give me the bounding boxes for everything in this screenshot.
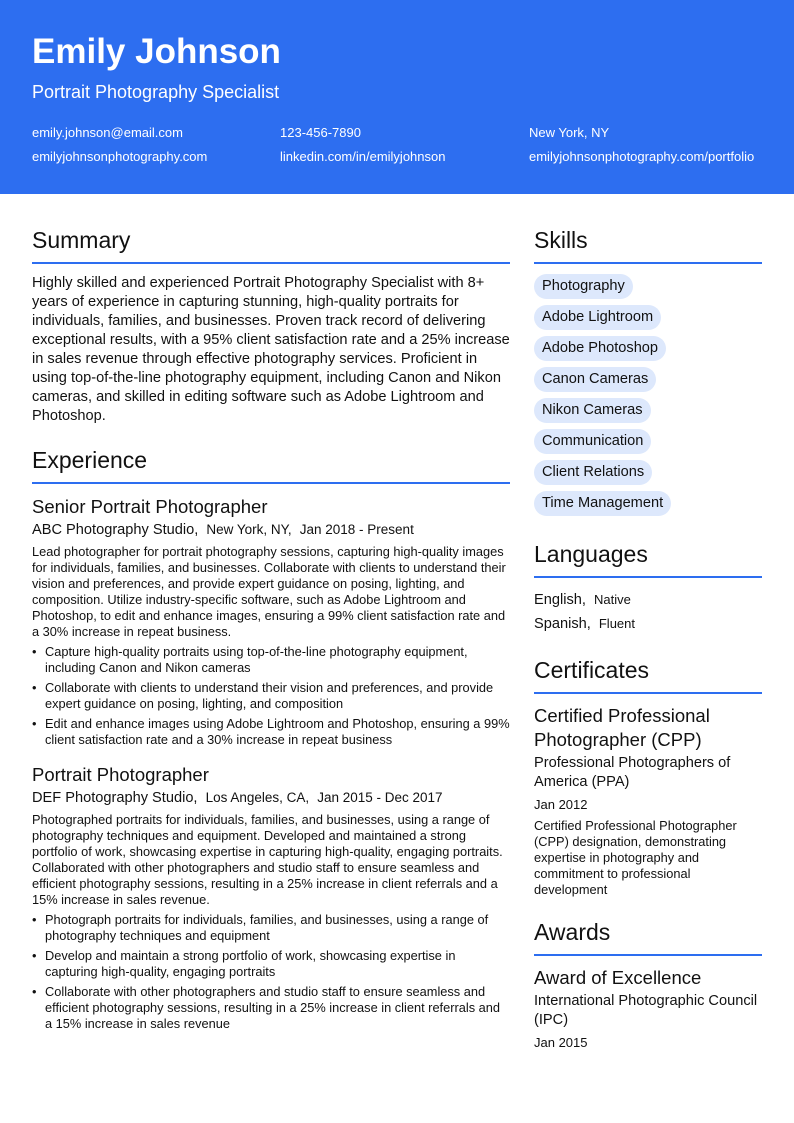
job-meta bbox=[32, 788, 510, 808]
location: New York, NY bbox=[529, 124, 610, 140]
left-column bbox=[32, 224, 510, 1046]
experience-item bbox=[32, 762, 510, 1032]
language-name: Spanish, bbox=[534, 616, 591, 632]
bullet-item: • Capture high-quality portraits using top-of-the-line photography equipment, including Canon and Nikon cameras bbox=[32, 644, 510, 676]
website-link[interactable]: emilyjohnsonphotography.com bbox=[32, 148, 208, 164]
phone-number: 123-456-7890 bbox=[280, 124, 361, 140]
skill-chip: Adobe Photoshop bbox=[534, 336, 666, 361]
job-bullets bbox=[32, 644, 510, 748]
job-dates: Jan 2018 - Present bbox=[299, 522, 414, 537]
job-title: Portrait Photographer bbox=[32, 764, 209, 785]
candidate-title: Portrait Photography Specialist bbox=[32, 82, 280, 102]
skill-chip: Adobe Lightroom bbox=[534, 305, 661, 330]
experience-item bbox=[32, 494, 510, 748]
job-dates: Jan 2015 - Dec 2017 bbox=[317, 790, 443, 805]
job-location: Los Angeles, CA, bbox=[205, 790, 310, 805]
bullet-item: • Photograph portraits for individuals, families, and businesses, using a range of photography techniques and equipment bbox=[32, 912, 510, 944]
skills-heading: Skills bbox=[534, 224, 762, 264]
language-name: English, bbox=[534, 592, 586, 608]
certificate-description: Certified Professional Photographer (CPP) designation, demonstrating expertise in photography and commitment to professional development bbox=[534, 818, 737, 897]
skill-chip: Photography bbox=[534, 274, 633, 299]
bullet-item: • Develop and maintain a strong portfolio of work, showcasing expertise in capturing high-quality, engaging portraits bbox=[32, 948, 510, 980]
bullet-item: • Edit and enhance images using Adobe Lightroom and Photoshop, ensuring a 99% client satisfaction rate and a 30% increase in repeat business bbox=[32, 716, 510, 748]
award-date: Jan 2015 bbox=[534, 1035, 588, 1050]
summary-text: Highly skilled and experienced Portrait Photography Specialist with 8+ years of experience in capturing stunning, high-quality portraits for individuals, families, and businesses. Proven track record of delivering exceptional results, with a 95% client satisfaction rate and a 25% increase in sales revenue through effective photography services. Proficient in using top-of-the-line photography equipment, including Canon and Nikon cameras, and skilled in editing software such as Adobe Lightroom and Photoshop. bbox=[32, 275, 510, 424]
portfolio-link[interactable]: emilyjohnsonphotography.com/portfolio bbox=[529, 148, 755, 164]
certificate-item bbox=[534, 704, 762, 898]
award-org: International Photographic Council (IPC) bbox=[534, 993, 758, 1028]
bullet-item: • Collaborate with other photographers and studio staff to ensure seamless and efficient photography sessions, resulting in a 25% increase in client referrals and a 15% increase in sales revenue bbox=[32, 984, 510, 1032]
award-name: Award of Excellence bbox=[534, 967, 702, 988]
certificate-name: Certified Professional Photographer (CPP) bbox=[534, 705, 710, 750]
certificate-date: Jan 2012 bbox=[534, 797, 588, 812]
languages-heading: Languages bbox=[534, 538, 762, 578]
language-level: Fluent bbox=[598, 616, 635, 631]
contact-info bbox=[32, 120, 792, 168]
languages-list bbox=[534, 588, 762, 636]
job-company: ABC Photography Studio, bbox=[32, 522, 199, 538]
award-item bbox=[534, 966, 762, 1052]
language-level: Native bbox=[593, 592, 631, 607]
experience-heading: Experience bbox=[32, 444, 510, 484]
linkedin-link[interactable]: linkedin.com/in/emilyjohnson bbox=[280, 148, 446, 164]
summary-heading: Summary bbox=[32, 224, 510, 264]
job-meta bbox=[32, 520, 510, 540]
language-item bbox=[534, 588, 762, 612]
job-description: Lead photographer for portrait photography sessions, capturing high-quality images for individuals, families, and businesses. Collaborate with clients to understand their vision and preferences, and provide expert guidance on posing, lighting, and composition. Utilize industry-specific software, such as Adobe Lightroom and Photoshop, to edit and enhance images, ensuring a 99% client satisfaction rate and a 30% increase in repeat business. bbox=[32, 544, 506, 639]
job-location: New York, NY, bbox=[206, 522, 292, 537]
email-link[interactable]: emily.johnson@email.com bbox=[32, 124, 183, 140]
bullet-item: • Collaborate with clients to understand their vision and preferences, and provide expert guidance on posing, lighting, and composition bbox=[32, 680, 510, 712]
skill-chip: Client Relations bbox=[534, 460, 652, 485]
skill-chip: Nikon Cameras bbox=[534, 398, 651, 423]
right-column bbox=[534, 224, 762, 1070]
job-title: Senior Portrait Photographer bbox=[32, 496, 268, 517]
job-description: Photographed portraits for individuals, families, and businesses, using a range of photography techniques and equipment. Developed and maintained a strong portfolio of work, showcasing expertise in capturing high-quality, engaging portraits. Collaborated with other photographers and studio staff to ensure seamless and efficient photography sessions, resulting in a 25% increase in client referrals and a 15% increase in sales revenue. bbox=[32, 812, 503, 907]
job-bullets bbox=[32, 912, 510, 1032]
certificate-org: Professional Photographers of America (PPA) bbox=[534, 755, 731, 790]
skill-chip: Communication bbox=[534, 429, 651, 454]
resume-header bbox=[0, 0, 794, 194]
job-company: DEF Photography Studio, bbox=[32, 790, 198, 806]
certificates-heading: Certificates bbox=[534, 654, 762, 694]
skill-chip: Canon Cameras bbox=[534, 367, 656, 392]
awards-heading: Awards bbox=[534, 916, 762, 956]
candidate-name: Emily Johnson bbox=[32, 32, 281, 71]
skill-chip: Time Management bbox=[534, 491, 671, 516]
language-item bbox=[534, 612, 762, 636]
skills-list bbox=[534, 274, 762, 516]
